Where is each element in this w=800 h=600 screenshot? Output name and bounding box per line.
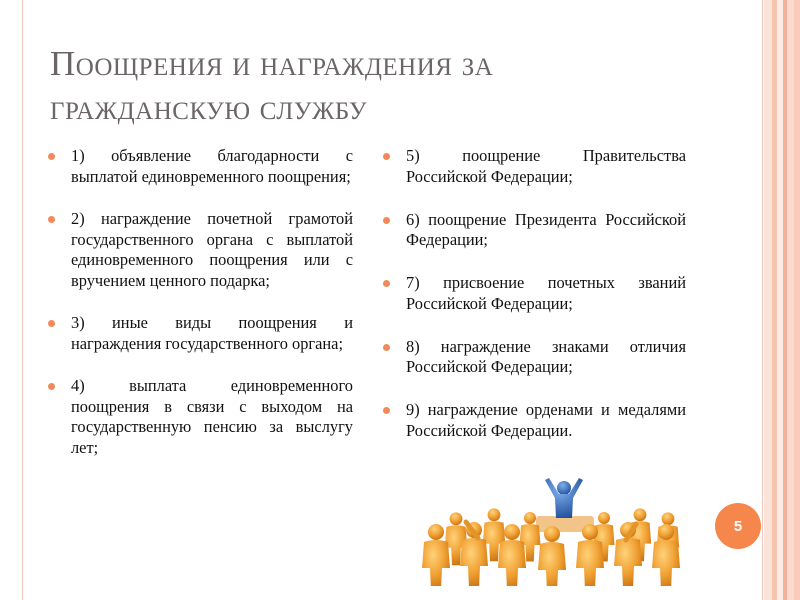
bullet-icon — [383, 217, 390, 224]
leader-person-icon — [545, 478, 583, 518]
list-item — [383, 400, 686, 441]
slide-title-line-2: гражданскую службу — [50, 88, 368, 127]
left-bullet-list — [48, 146, 353, 480]
list-item — [48, 376, 353, 458]
list-item-text: 9) награждение орденами и медалями Российской Федерации. — [406, 400, 686, 440]
list-item-text: 2) награждение почетной грамотой государственного органа с выплатой единовременного поощрения или с вручением ценного подарка; — [71, 209, 353, 290]
list-item — [383, 210, 686, 251]
bullet-icon — [48, 153, 55, 160]
crowd-people-icon — [418, 474, 690, 586]
page-number-badge — [715, 503, 761, 549]
list-item — [383, 337, 686, 378]
bullet-icon — [48, 383, 55, 390]
list-item-text: 8) награждение знаками отличия Российской Федерации; — [406, 336, 686, 376]
bullet-icon — [383, 344, 390, 351]
list-item-text: 3) иные виды поощрения и награждения государственного органа; — [71, 313, 353, 353]
slide-title — [50, 42, 750, 130]
slide-title-line-1: Поощрения и награждения за — [50, 44, 494, 83]
list-item-text: 5) поощрение Правительства Российской Федерации; — [406, 146, 686, 186]
list-item — [383, 146, 686, 187]
bullet-icon — [48, 216, 55, 223]
right-bullet-list — [383, 146, 686, 464]
list-item — [48, 209, 353, 291]
list-item — [48, 313, 353, 354]
list-item — [383, 273, 686, 314]
list-item-text: 4) выплата единовременного поощрения в связи с выходом на государственную пенсию за выслугу лет; — [71, 376, 353, 457]
bullet-icon — [383, 280, 390, 287]
list-item-text: 6) поощрение Президента Российской Федерации; — [406, 209, 686, 249]
list-item-text: 7) присвоение почетных званий Российской Федерации; — [406, 273, 686, 313]
bullet-icon — [383, 153, 390, 160]
page-number: 5 — [733, 517, 743, 535]
list-item-text: 1) объявление благодарности с выплатой единовременного поощрения; — [71, 146, 353, 186]
list-item — [48, 146, 353, 187]
bullet-icon — [48, 320, 55, 327]
bullet-icon — [383, 407, 390, 414]
decorative-stripes — [764, 0, 800, 600]
